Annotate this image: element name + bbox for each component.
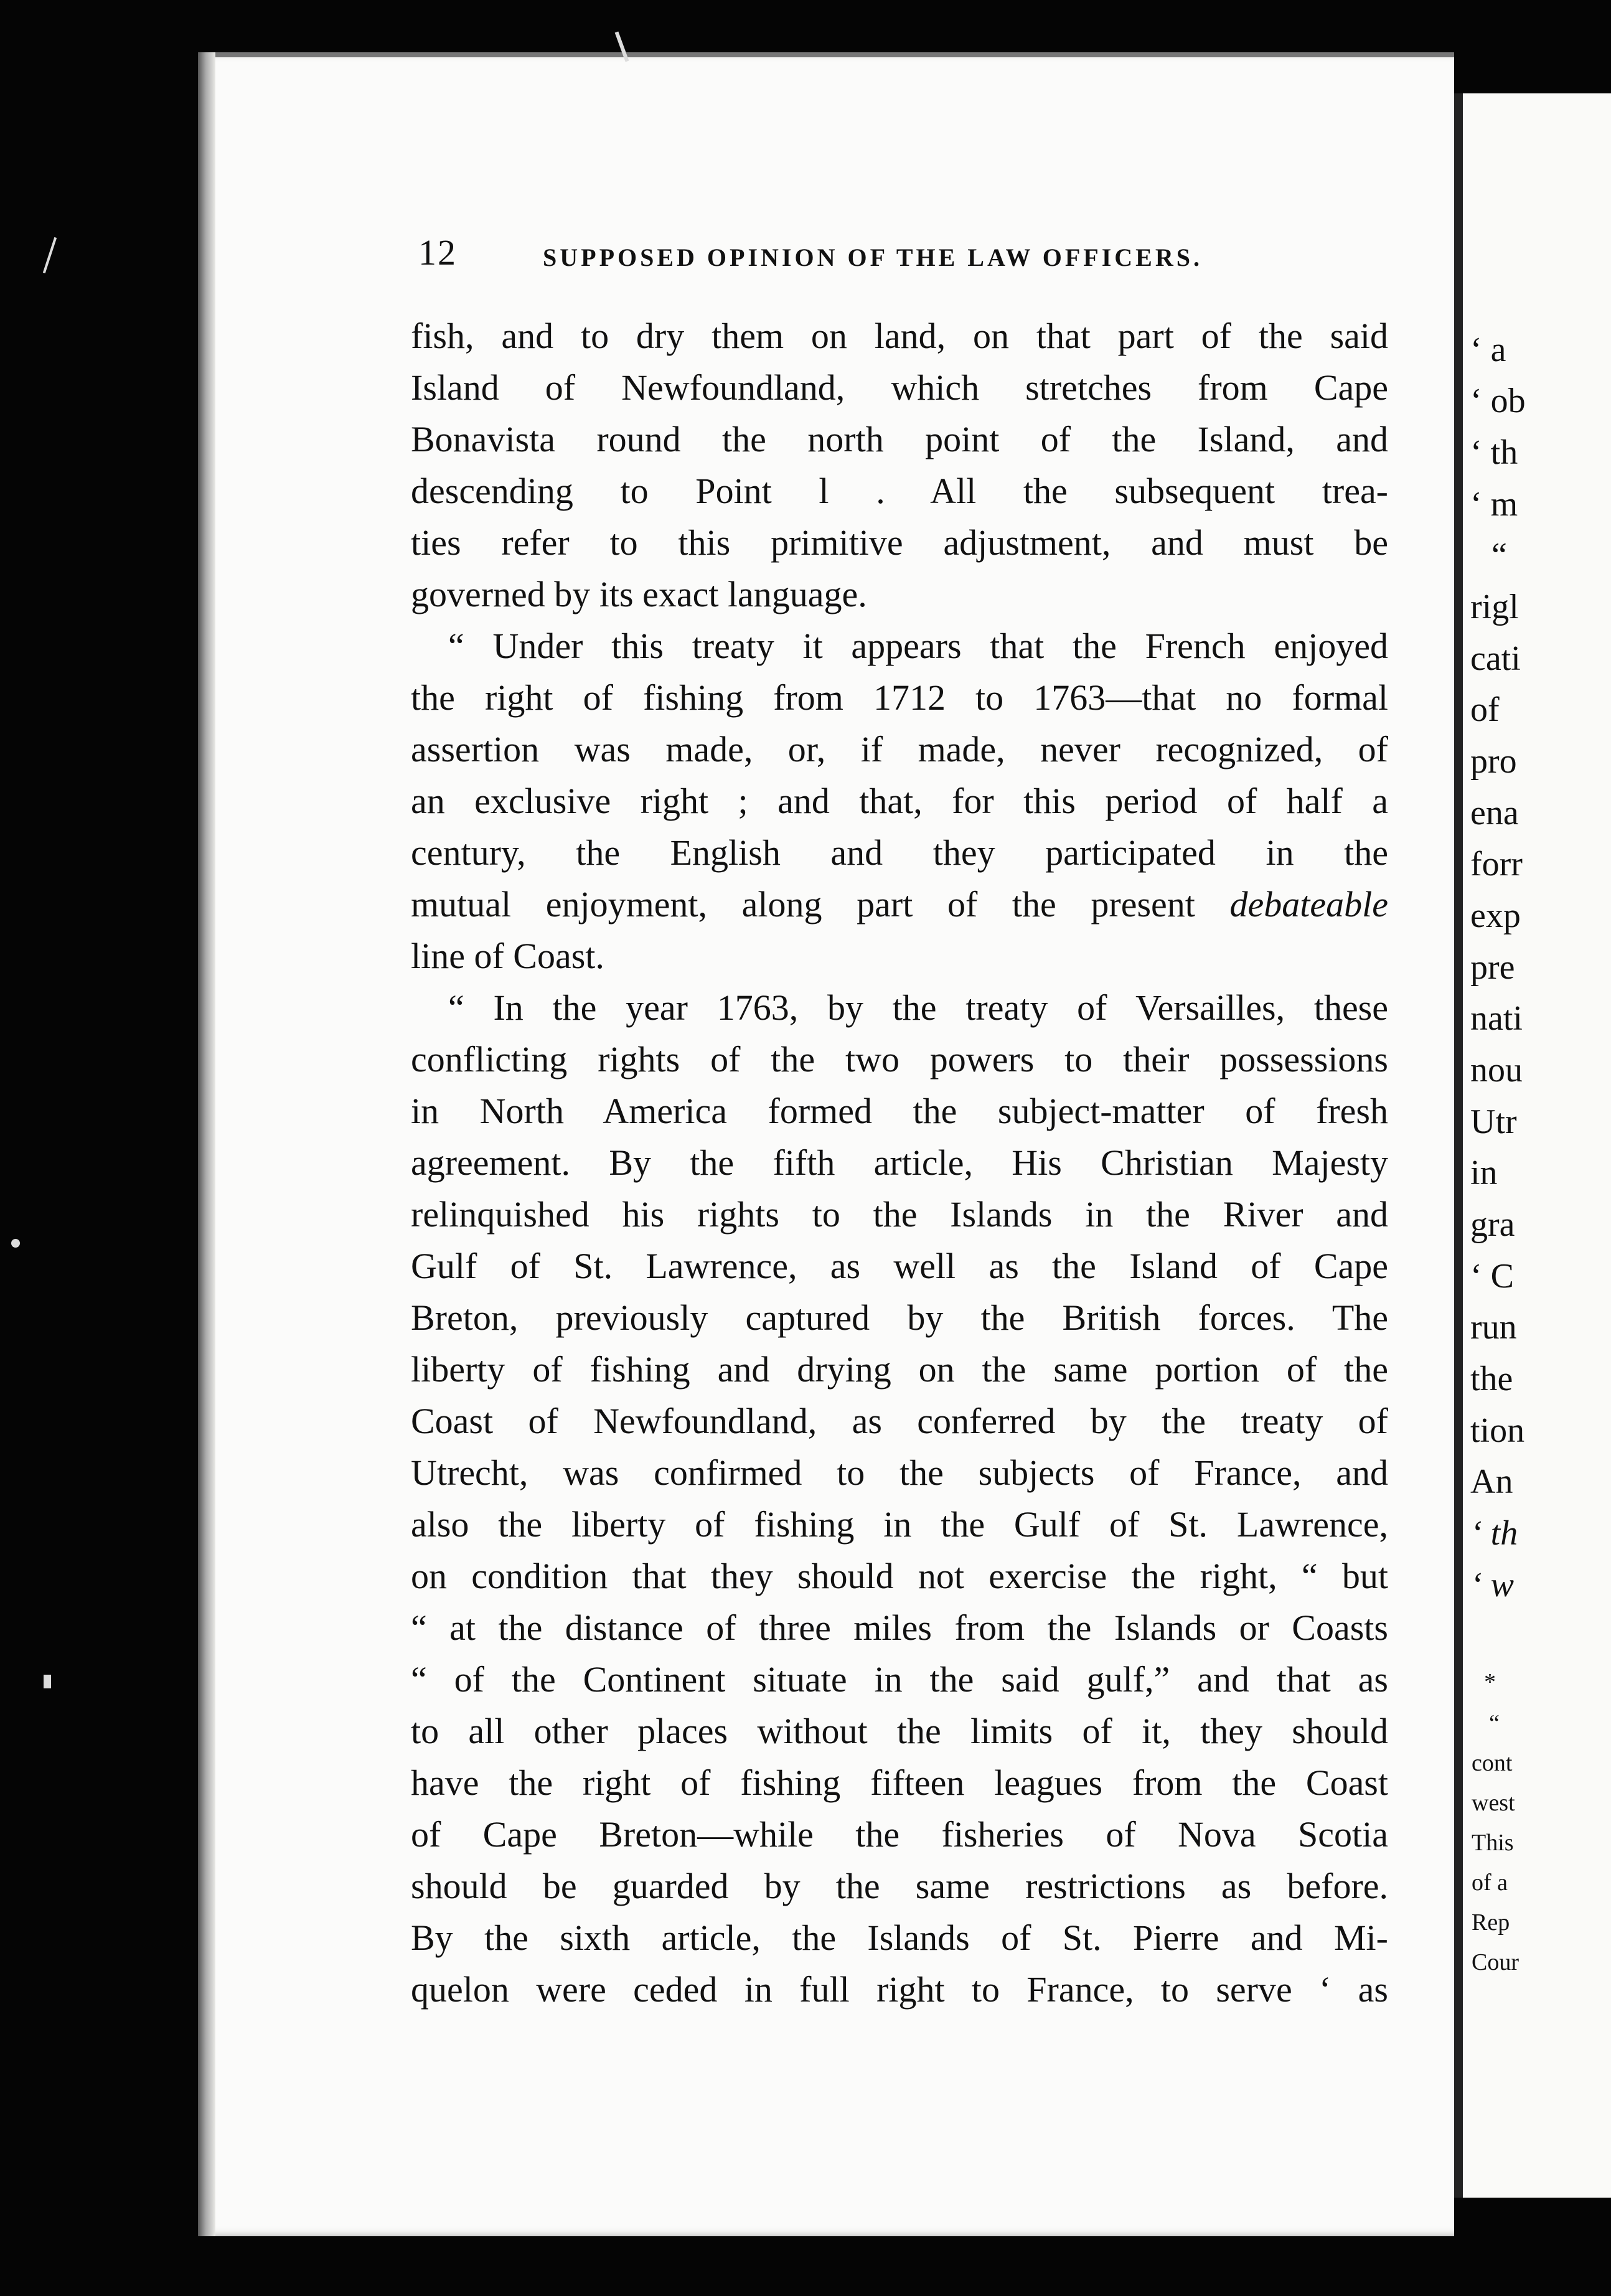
text-line: the right of fishing from 1712 to 1763—that no formal	[411, 677, 1388, 718]
text-line: Utrecht, was confirmed to the subjects of France, and	[411, 1452, 1388, 1493]
facing-fragment: An	[1470, 1462, 1513, 1501]
footnote-fragment: cont	[1472, 1750, 1513, 1776]
facing-fragment: “	[1491, 536, 1507, 575]
facing-fragment: tion	[1470, 1411, 1525, 1450]
text-line: of Cape Breton—while the fisheries of Nova Scotia	[411, 1814, 1388, 1855]
text-line: should be guarded by the same restrictions as before.	[411, 1866, 1388, 1906]
footnote-fragment: “	[1489, 1710, 1500, 1736]
facing-fragment: pro	[1470, 742, 1517, 781]
footnote-fragment: Cour	[1472, 1949, 1519, 1975]
footnote-fragment: of a	[1472, 1870, 1508, 1896]
text-line: agreement. By the fifth article, His Christian Majesty	[411, 1142, 1388, 1183]
text-line-lead: mutual enjoyment, along part of the present	[411, 884, 1195, 925]
text-line: “ at the distance of three miles from the Islands or Coasts	[411, 1607, 1388, 1648]
text-line	[411, 878, 1388, 930]
scan-mark	[44, 1675, 51, 1688]
page-gutter	[1454, 93, 1463, 2198]
text-line: an exclusive right ; and that, for this period of half a	[411, 781, 1388, 821]
footnote-fragment: This	[1472, 1830, 1514, 1856]
facing-fragment: forr	[1470, 845, 1523, 883]
facing-fragment: Utr	[1470, 1103, 1517, 1141]
facing-fragment: pre	[1470, 948, 1515, 987]
text-line: ties refer to this primitive adjustment, and must be	[411, 522, 1388, 563]
facing-page	[1454, 93, 1611, 2198]
page-number: 12	[418, 232, 457, 273]
text-line: “ Under this treaty it appears that the French enjoyed	[448, 626, 1388, 666]
body-text	[411, 310, 1388, 2015]
running-head: SUPPOSED OPINION OF THE LAW OFFICERS.	[543, 243, 1203, 271]
text-line: descending to Point l . All the subsequent trea-	[411, 471, 1388, 511]
text-line: have the right of fishing fifteen leagues from the Coast	[411, 1762, 1388, 1803]
text-line: assertion was made, or, if made, never recognized, of	[411, 729, 1388, 769]
facing-fragment: ena	[1470, 794, 1519, 832]
footnote-fragment: *	[1484, 1669, 1496, 1695]
text-line: governed by its exact language.	[411, 574, 867, 614]
italic-word: debateable	[1229, 884, 1389, 925]
scan-mark	[11, 1239, 20, 1248]
page-top-shadow	[198, 52, 1454, 57]
text-line: Island of Newfoundland, which stretches from Cape	[411, 367, 1388, 408]
text-line: in North America formed the subject-matter of fresh	[411, 1091, 1388, 1131]
facing-fragment: ‘ w	[1470, 1566, 1514, 1604]
facing-fragment: run	[1470, 1308, 1517, 1347]
facing-fragment: cati	[1470, 639, 1521, 678]
text-line: to all other places without the limits of it, they should	[411, 1711, 1388, 1751]
facing-fragment: gra	[1470, 1205, 1515, 1244]
text-line: “ of the Continent situate in the said gulf,” and that as	[411, 1659, 1388, 1700]
text-line: Breton, previously captured by the British forces. The	[411, 1297, 1388, 1338]
text-line: century, the English and they participated in the	[411, 832, 1388, 873]
text-line: quelon were ceded in full right to France, to serve ‘ as	[411, 1969, 1388, 2010]
text-line: conflicting rights of the two powers to their possessions	[411, 1039, 1388, 1080]
text-line: “ In the year 1763, by the treaty of Versailles, these	[448, 987, 1388, 1028]
facing-fragment: ‘ C	[1470, 1257, 1514, 1296]
facing-fragment: ‘ th	[1470, 433, 1518, 472]
text-line: Coast of Newfoundland, as conferred by the treaty of	[411, 1401, 1388, 1441]
facing-fragment: exp	[1470, 896, 1521, 935]
facing-fragment: of	[1470, 690, 1500, 729]
text-line: fish, and to dry them on land, on that part of the said	[411, 316, 1388, 356]
facing-fragment: the	[1470, 1360, 1513, 1398]
text-line: relinquished his rights to the Islands in the River and	[411, 1194, 1388, 1235]
text-line: By the sixth article, the Islands of St. Pierre and Mi-	[411, 1917, 1388, 1958]
page-spine-shadow	[198, 52, 215, 2236]
footnote-fragment: Rep	[1472, 1909, 1510, 1936]
text-line: line of Coast.	[411, 936, 604, 976]
text-line: also the liberty of fishing in the Gulf of St. Lawrence,	[411, 1504, 1388, 1545]
text-line: Bonavista round the north point of the Island, and	[411, 419, 1388, 459]
page-header	[418, 232, 1302, 281]
facing-fragment: ‘ th	[1470, 1514, 1518, 1553]
facing-fragment: ‘ a	[1470, 331, 1506, 369]
facing-fragment: nou	[1470, 1051, 1523, 1089]
text-line: on condition that they should not exercise the right, “ but	[411, 1556, 1388, 1596]
facing-fragment: nati	[1470, 999, 1523, 1038]
text-line: liberty of fishing and drying on the same portion of the	[411, 1349, 1388, 1390]
facing-fragment: ‘ ob	[1470, 382, 1526, 420]
facing-fragment: ‘ m	[1470, 485, 1518, 524]
facing-fragment: rigl	[1470, 588, 1519, 626]
facing-fragment: in	[1470, 1154, 1498, 1192]
footnote-fragment: west	[1472, 1790, 1515, 1816]
text-line: Gulf of St. Lawrence, as well as the Island of Cape	[411, 1246, 1388, 1286]
